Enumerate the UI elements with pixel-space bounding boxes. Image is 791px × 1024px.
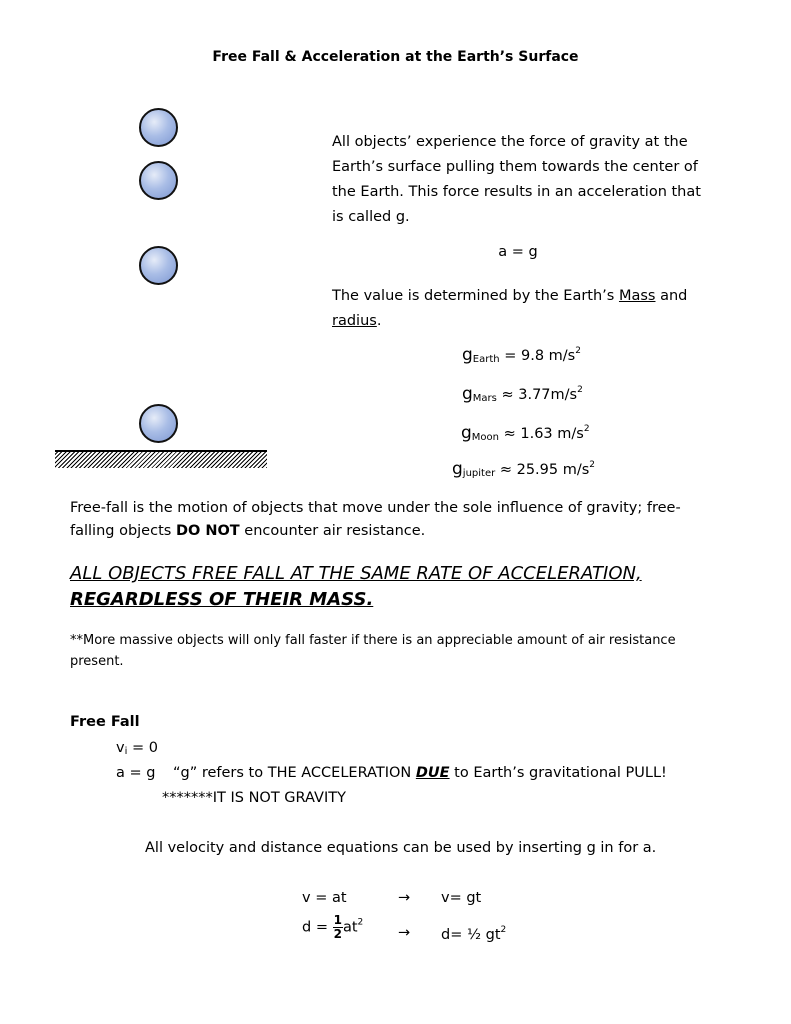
fraction-numerator: 1 (333, 913, 342, 927)
freefall-def-pre: falling objects (70, 523, 176, 539)
velocity-equation-left: v = at (302, 890, 347, 906)
g-value: 1.63 m/s (520, 426, 584, 442)
g-exponent: 2 (589, 460, 596, 470)
radius-word: radius (332, 313, 377, 329)
note-line: present. (70, 654, 124, 669)
fraction-denominator: 2 (333, 927, 342, 941)
exponent: 2 (500, 925, 507, 935)
note-line: **More massive objects will only fall faster if there is an appreciable amount of air resistance (70, 633, 676, 648)
g-symbol: g (462, 384, 473, 404)
g-value: 9.8 m/s (521, 348, 576, 364)
i-subscript: i (124, 746, 128, 757)
g-subscript: jupiter (462, 468, 496, 479)
equations-instruction: All velocity and distance equations can be used by inserting g in for a. (145, 840, 657, 856)
g-symbol: g (452, 459, 463, 479)
emphasis-line-1: ALL OBJECTS FREE FALL AT THE SAME RATE OF ACCELERATION, (70, 563, 642, 584)
intro-line: is called g. (332, 209, 410, 225)
vi-value: = 0 (127, 740, 158, 756)
g-symbol: g (462, 345, 473, 365)
freefall-def-line (70, 520, 730, 543)
g-subscript: Moon (471, 432, 499, 443)
due-word: DUE (415, 765, 450, 781)
do-not-emphasis: DO NOT (175, 523, 240, 539)
falling-ball-2 (139, 161, 178, 200)
ground-hatch (55, 452, 267, 468)
g-exponent: 2 (577, 385, 583, 395)
g-mars-line (462, 384, 583, 404)
intro-line: the Earth. This force results in an acceleration that (332, 184, 701, 200)
freefall-def-post: encounter air resistance. (239, 523, 426, 539)
g-relation: = (499, 348, 521, 364)
g-meaning-post: to Earth’s gravitational PULL! (449, 765, 667, 781)
g-jupiter-line (452, 459, 595, 479)
emphasis-line-2: REGARDLESS OF THEIR MASS. (70, 589, 374, 610)
same-rate-statement (70, 561, 750, 613)
falling-ball-4 (139, 404, 178, 443)
a-equals-g-line (116, 765, 155, 781)
a-equals-g: a = g (116, 765, 156, 781)
g-relation: ≈ (499, 426, 521, 442)
distance-equation-right (441, 925, 506, 943)
falling-ball-3 (139, 246, 178, 285)
g-exponent: 2 (583, 424, 590, 434)
intro-line: All objects’ experience the force of gravity at the (332, 134, 688, 150)
g-exponent: 2 (575, 346, 581, 356)
g-relation: ≈ (496, 387, 519, 403)
g-value: 25.95 m/s (516, 462, 590, 478)
arrow-icon: → (398, 890, 411, 906)
g-moon-line (461, 423, 590, 443)
value-determination-text (332, 284, 732, 334)
g-value: 3.77m/s (518, 387, 578, 403)
acceleration-equation: a = g (498, 244, 538, 260)
v-symbol: v (116, 740, 125, 756)
mass-word: Mass (618, 288, 656, 304)
intro-paragraph (332, 130, 732, 230)
g-symbol: g (461, 423, 472, 443)
g-meaning-pre: “g” refers to THE ACCELERATION (173, 765, 416, 781)
intro-line: Earth’s surface pulling them towards the center of (332, 159, 698, 175)
value-text-period: . (376, 313, 382, 329)
velocity-equation-right: v= gt (441, 890, 482, 906)
d-equals: d = (302, 919, 333, 936)
freefall-definition (70, 497, 730, 543)
at-term: at (342, 919, 358, 936)
falling-ball-1 (139, 108, 178, 147)
one-half-fraction (333, 914, 343, 941)
value-text-pre: The value is determined by the Earth’s (332, 288, 619, 304)
freefall-def-line: Free-fall is the motion of objects that move under the sole influence of gravity; free- (70, 500, 681, 516)
g-meaning-line (173, 765, 667, 781)
page-title: Free Fall & Acceleration at the Earth’s Surface (212, 49, 579, 65)
arrow-icon: → (398, 925, 411, 941)
value-text-and: and (655, 288, 688, 304)
distance-equation-left (302, 914, 363, 941)
air-resistance-note (70, 630, 730, 672)
d-equals-half-gt: d= ½ gt (441, 927, 501, 943)
exponent: 2 (357, 917, 364, 928)
g-earth-line (462, 345, 581, 365)
g-relation: ≈ (495, 462, 517, 478)
free-fall-heading: Free Fall (70, 714, 140, 730)
g-subscript: Earth (472, 354, 500, 365)
g-subscript: Mars (472, 393, 497, 404)
initial-velocity-line (116, 740, 158, 757)
not-gravity-line: *******IT IS NOT GRAVITY (162, 790, 346, 806)
